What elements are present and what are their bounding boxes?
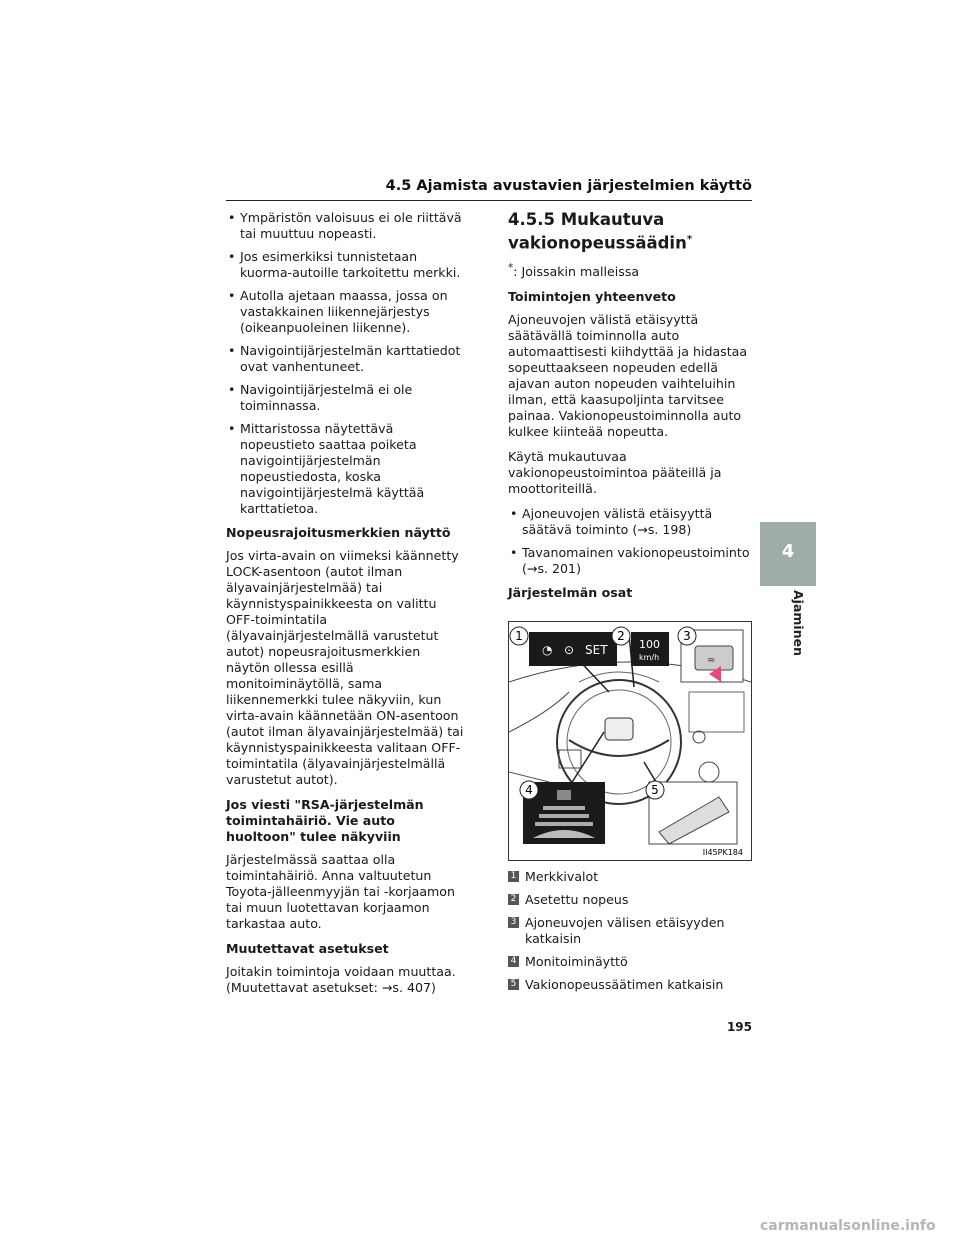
marker-1: 1 (515, 628, 523, 643)
marker-2: 2 (617, 628, 625, 643)
figure-code: II45PK184 (702, 847, 743, 857)
chapter-tab: 4 (760, 522, 816, 586)
paragraph: Käytä mukautuvaa vakionopeustoimintoa pääteillä ja moottoriteillä. (508, 448, 722, 496)
paragraph: Jos virta-avain on viimeksi käännetty LOCK-asentoon (autot ilman älyavainjärjestelmää) tai käynnistyspainikkeesta on valittu OFF-toimintatila (älyavainjärjestelmällä varustetut autot) nopeusrajoitusmerkkien näytön ollessa esillä monitoiminäytöllä, sama liikennemerkki tulee näkyviin, kun virta-avain käännetään ON-asentoon (autot ilman älyavainjärjestelmää) tai käynnistyspainikkeesta valitaan OFF-toimintatila (älyavainjärjestelmällä varustetut autot). (226, 548, 464, 787)
list-item: • Navigointijärjestelmän karttatiedot ovat vanhentuneet. (226, 343, 466, 375)
svg-text:≈: ≈ (707, 654, 716, 666)
paragraph: Järjestelmässä saattaa olla toimintahäiriö. Anna valtuutetun Toyota-jälleenmyyjän tai -korjaamon tai muun luotettavan korjaamon tarkastaa auto. (226, 852, 455, 931)
page-number: 195 (726, 1020, 752, 1034)
subheading: Toimintojen yhteenveto (508, 288, 676, 304)
speed-unit: km/h (639, 652, 660, 662)
speed-value: 100 (639, 637, 660, 651)
watermark: carmanualsonline.info (760, 1218, 936, 1234)
marker-5: 5 (651, 782, 659, 797)
system-parts-figure (508, 621, 752, 861)
list-item: • Tavanomainen vakionopeustoiminto (→s. 201) (508, 545, 758, 577)
paragraph: Ajoneuvojen välistä etäisyyttä säätävällä toiminnolla auto automaattisesti kiihdyttää ja hidastaa sopeuttaakseen nopeuden edellä ajavan auton nopeuden vaihteluihin ilman, että kaasupoljinta tarvitsee painaa. Vakionopeustoiminnolla auto kulkee kiinteää nopeutta. (508, 311, 748, 439)
subheading: Muutettavat asetukset (226, 941, 389, 956)
list-item: 4 Monitoiminäyttö (508, 954, 758, 970)
svg-text:⊙: ⊙ (564, 642, 575, 657)
set-label: SET (585, 642, 608, 657)
list-item: 2 Asetettu nopeus (508, 892, 758, 908)
subheading: Nopeusrajoitusmerkkien näyttö (226, 525, 451, 540)
chapter-tab-label: Ajaminen (791, 590, 806, 656)
svg-text:◔: ◔ (542, 642, 553, 657)
right-column (508, 210, 758, 1000)
callout-list (508, 869, 758, 993)
list-item: • Jos esimerkiksi tunnistetaan kuorma-autoille tarkoitettu merkki. (226, 249, 466, 281)
marker-4: 4 (525, 782, 533, 797)
paragraph: Joitakin toimintoja voidaan muuttaa. (Muutettavat asetukset: →s. 407) (226, 964, 456, 995)
list-item: • Navigointijärjestelmä ei ole toiminnassa. (226, 382, 466, 414)
condition-list (226, 210, 466, 517)
list-item: • Ajoneuvojen välistä etäisyyttä säätävä toiminto (→s. 198) (508, 506, 758, 538)
dashboard-illustration (509, 622, 751, 860)
list-item: • Autolla ajetaan maassa, jossa on vastakkainen liikennejärjestys (oikeanpuoleinen liikenne). (226, 288, 466, 336)
list-item: 5 Vakionopeussäätimen katkaisin (508, 977, 758, 993)
section-title: 4.5.5 Mukautuva vakionopeussäädin* (508, 210, 693, 253)
left-column (226, 210, 466, 1005)
function-list (508, 506, 758, 577)
list-item: 1 Merkkivalot (508, 869, 758, 885)
list-item: • Mittaristossa näytettävä nopeustieto saattaa poiketa navigointijärjestelmän nopeustiedosta, koska navigointijärjestelmä käyttää karttatietoa. (226, 421, 466, 517)
subheading: Järjestelmän osat (508, 584, 633, 600)
chapter-header: 4.5 Ajamista avustavien järjestelmien käyttö (226, 178, 752, 201)
list-item: • Ympäristön valoisuus ei ole riittävä tai muuttuu nopeasti. (226, 210, 466, 242)
marker-3: 3 (683, 628, 691, 643)
footnote: *: Joissakin malleissa (508, 261, 640, 279)
list-item: 3 Ajoneuvojen välisen etäisyyden katkaisin (508, 915, 758, 947)
subheading: Jos viesti "RSA-järjestelmän toimintahäiriö. Vie auto huoltoon" tulee näkyviin (226, 797, 424, 844)
